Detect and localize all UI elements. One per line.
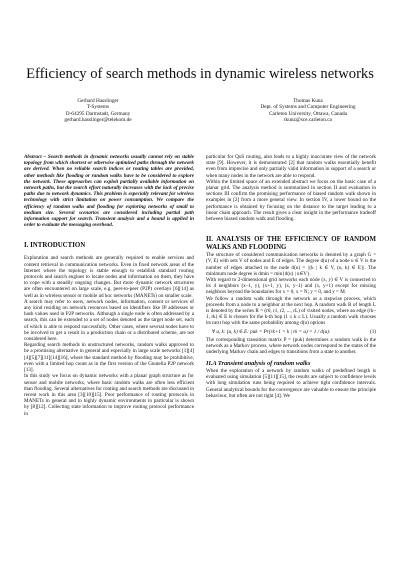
- author-name: Gerhard Hasslinger: [77, 98, 119, 104]
- subsection-heading: II.A Transient analysis of random walks: [206, 360, 311, 368]
- equation-body: ∀ u, k: (u, k) ∈ E: puk = Pr(rk+1 = k | rk = u) = 1 / d(u).: [212, 328, 331, 335]
- abstract-lead: Abstract: [24, 154, 42, 160]
- author-email: gerhard.hasslinger@telekom.de: [64, 117, 132, 124]
- left-column: [24, 154, 194, 417]
- author-block-2: [243, 98, 373, 124]
- abstract: [24, 154, 194, 228]
- abstract-text: – Search methods in dynamic networks usually cannot rely on stable topology from which shortest or otherwise optimized paths through the network are derived. When no reliable search indices or routing tables are provided, other methods like flooding or random walks have to be considered to explore the network. These approaches can exploit partially available information on network paths, but the search effort naturally increases with the lack of precise paths due to network dynamics. This problem is especially relevant for wireless technology with strict limitation on power consumption. We compare the efficiency of random walks and flooding for exploring networks of small to medium size. Several scenarios are considered including partial path information support for search. Transient analysis and a bound is applied in order to evaluate the messaging overhead.: [24, 154, 194, 229]
- analysis-paragraph: The structure of considered communication networks is denoted by a graph G = (V, E) with sets V of nodes and E of edges. The degree d(u) of a node u ∈ V is the number of edges attached to the node d(u) = |{k | k ∈ V, (u, k) ∈ E}|. The minimum node degree is dmin = min{d(u) | u∈V}.: [206, 252, 376, 277]
- analysis-paragraph: We follow a random walk through the network as a stepwise process, which proceeds from a node to a neighbor at the next hop. A random walk R of length L is denoted by the series R = (r0, r1, r2, ..., rL) of visited nodes, where an edge (rk–1, rk) ∈ E is chosen for the k-th hop (1 ≤ k ≤ L). Usually a random walk chooses its next hop with the same probability among d(u) options: [206, 295, 376, 327]
- intro-paragraph: Regarding search methods in unstructured networks, random walks approved to be a promising alternative in general and especially in large scale networks [1][4][4][5][7][11][14][16], where the standard method by flooding may be prohibitive, even with a limited hop count as in the first version of the Gnutella P2P network [13].: [24, 342, 194, 374]
- body-paragraph: particular for QoS routing, also leads to a highly inaccurate view of the network state [9]. However, it is demonstrated [2] that random walks essentially benefit even from imprecise and only partially valid information in support of a search or when many nodes in the network are able to respond.: [206, 154, 376, 179]
- analysis-paragraph: With regard to 2-dimensional grid networks each node (x, y) ∈ V is connected to its 4 neighbors (x–1, y), (x+1, y), (x, y–1) and (x, y+1) except for missing neighbors beyond the boundaries for x = 0, x = N; y = 0, and y = M.: [206, 277, 376, 296]
- author-affiliation: T-Systems: [86, 104, 110, 111]
- body-paragraph: Within the limited space of an extended abstract we focus on the basic case of a planar grid. The analysis method is summarized in section II and evaluation in sections III confirm the promising performance of biased random walk shown in examples in [2] from a more general view. In section IV, a lower bound on the performance is obtained by focusing on the distance to the target leading to a linear chain approach. The result gives a clear insight in the performance tradeoff between biased random walk and flooding.: [206, 178, 376, 223]
- subsection-paragraph: When the exploration of a network by random walks of predefined length is evaluated using simulation [5][11][15], the results are subject to confidence levels with long simulation runs being required to achieve tight confidence intervals. General analytical bounds for the convergence are valuable to ensure the principle behaviour, but often are not tight [4]. We: [206, 367, 376, 399]
- equation-number: (1): [370, 328, 376, 335]
- author-email: tkunz@sce.carleton.ca: [284, 117, 332, 124]
- author-affiliation: Dept. of Systems and Computer Engineering: [260, 104, 356, 111]
- intro-paragraph: A search may refer to users, network nodes, information, content or services of any kind residing on network resources based on identifiers like IP addresses or hash values used in P2P networks. Although a single node is often addressed by a search, this can be extended to a set of nodes denoted as the target node set, each of which is able to respond successfully. Other cases, where several nodes have to be involved to get a result in a production chain or a distributed scheme, are not considered here.: [24, 298, 194, 343]
- right-column: [206, 154, 376, 399]
- author-block-1: [38, 98, 158, 124]
- equation-1: [206, 327, 376, 337]
- section-heading-analysis: II. ANALYSIS OF THE EFFICIENCY OF RANDOM WALKS AND FLOODING: [206, 236, 376, 252]
- section-heading-introduction: I. INTRODUCTION: [24, 242, 86, 250]
- paper-title: Efficiency of search methods in dynamic wireless networks: [26, 66, 374, 82]
- author-name: Thomas Kunz: [293, 98, 323, 104]
- author-address: Carleton University, Ottawa, Canada: [268, 110, 348, 117]
- intro-paragraph: In this study we focus on dynamic networks with a planar graph structure as for sensor and mobile networks, where basic random walks are often less efficient than flooding. Several alternatives for routing and search methods are discussed in recent work in this area [3][10][15]. Poor performance of routing protocols in MANETs in general and in highly dynamic environments in particular is shown by [8][12]. Collecting state information to improve routing protocol performance in: [24, 373, 194, 417]
- analysis-paragraph: The corresponding transition matrix P = (puk) determines a random walk in the network as a Markov process, where network nodes correspond to the states of the underlying Markov chain and edges to transitions from a state to another.: [206, 336, 376, 356]
- author-address: D-64295 Darmstadt, Germany: [65, 110, 131, 117]
- intro-paragraph: Exploration and search methods are generally required to enable services and content retrieval in communication networks. Even in fixed network areas of the Internet where the topology is stable enough to establish standard routing protocols and search engines to locate nodes and information on them, they have to cope with a steadily ongoing changes. But more dynamic network structures are often encountered on large scale, e.g. peer-to-peer (P2P) overlays [6][14] as well as in wireless sensor or mobile ad hoc networks (MANETs) on smaller scale.: [24, 255, 194, 299]
